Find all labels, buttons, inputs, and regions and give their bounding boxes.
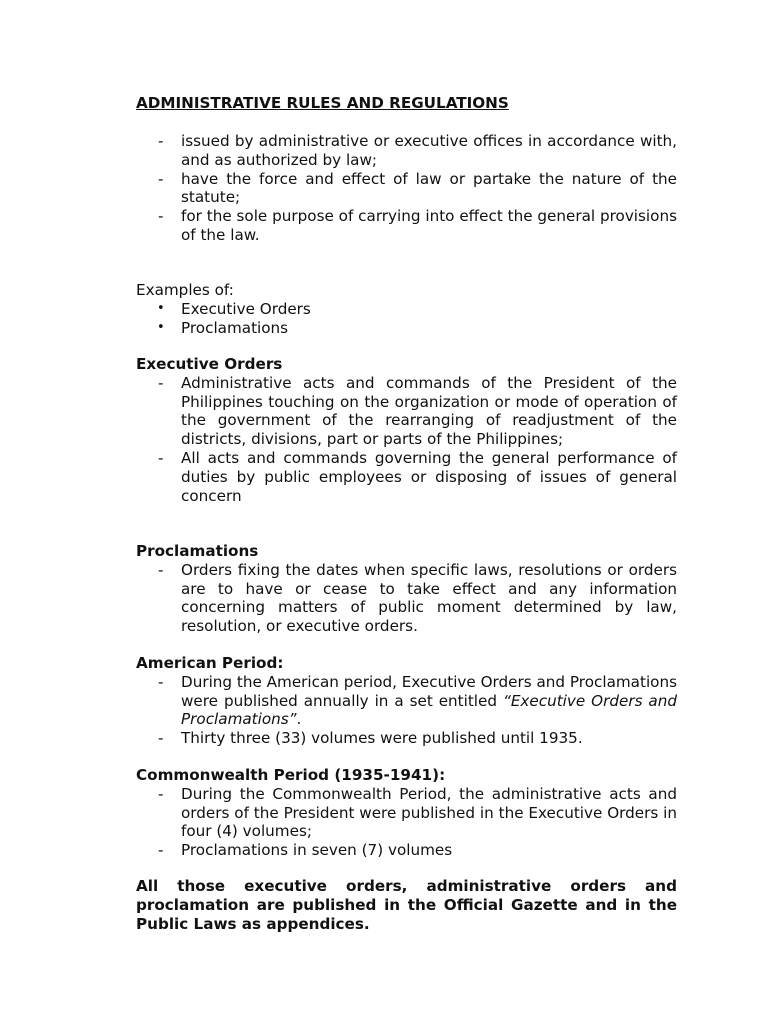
list-item: - All acts and commands governing the general performance of duties by public employees or disposing of issues of general concern xyxy=(158,448,677,505)
intro-section xyxy=(136,132,677,245)
final-note: All those executive orders, administrative orders and proclamation are published in the Official Gazette and in the Public Laws as appendices. xyxy=(136,877,677,933)
list-item: - Administrative acts and commands of the President of the Philippines touching on the organization or mode of operation of the government of the rearranging of readjustment of the districts, divisions, part or parts of the Philippines; xyxy=(158,373,677,449)
list-item: - have the force and effect of law or partake the nature of the statute; xyxy=(158,169,677,207)
list-item: - Thirty three (33) volumes were published until 1935. xyxy=(158,729,583,748)
list-item: - for the sole purpose of carrying into effect the general provisions of the law. xyxy=(158,207,677,244)
examples-list xyxy=(136,300,677,338)
section-heading: Commonwealth Period (1935-1941): xyxy=(136,766,446,784)
list-item: - issued by administrative or executive offices in accordance with, and as authorized by law; xyxy=(158,132,677,169)
section-heading: American Period: xyxy=(136,654,284,672)
commonwealth-period-list xyxy=(136,785,677,860)
dash-marker: - xyxy=(158,169,164,188)
dash-marker: - xyxy=(158,672,164,691)
dash-marker: - xyxy=(158,373,164,392)
section-heading: Proclamations xyxy=(136,542,259,560)
american-period-section xyxy=(136,654,677,748)
dash-marker: - xyxy=(158,207,164,226)
intro-list xyxy=(136,132,677,245)
dash-marker: - xyxy=(158,448,164,467)
list-item: - During the Commonwealth Period, the administrative acts and orders of the President were published in the Executive Orders in four (4) volumes; xyxy=(158,784,677,841)
list-item: • Executive Orders xyxy=(157,299,311,318)
dash-marker: - xyxy=(158,132,164,150)
commonwealth-period-section xyxy=(136,766,677,860)
executive-orders-list xyxy=(136,374,677,506)
examples-label: Examples of: xyxy=(136,281,234,299)
bullet-marker: • xyxy=(157,319,165,335)
final-note-section xyxy=(136,877,677,933)
section-heading: Executive Orders xyxy=(136,355,283,373)
executive-orders-section xyxy=(136,355,677,505)
list-item: • Proclamations xyxy=(157,318,289,337)
list-item: - Orders fixing the dates when specific laws, resolutions or orders are to have or cease to take effect and any information concerning matters of public moment determined by law, resolution, or executive orders. xyxy=(158,560,677,636)
list-item: - Proclamations in seven (7) volumes xyxy=(158,841,453,860)
american-period-list xyxy=(136,673,677,748)
proclamations-list xyxy=(136,561,677,636)
proclamations-section xyxy=(136,542,677,636)
dash-marker: - xyxy=(158,841,164,860)
dash-marker: - xyxy=(158,560,164,579)
dash-marker: - xyxy=(158,729,164,748)
bullet-marker: • xyxy=(157,300,165,316)
list-item: - During the American period, Executive Orders and Proclamations were published annually in a set entitled “Executive Orders and Proclamations”. xyxy=(158,672,677,729)
page-title: ADMINISTRATIVE RULES AND REGULATIONS xyxy=(136,94,509,112)
examples-section xyxy=(136,281,677,337)
dash-marker: - xyxy=(158,784,164,803)
publication-title: “Executive Orders and Proclamations” xyxy=(181,691,677,729)
